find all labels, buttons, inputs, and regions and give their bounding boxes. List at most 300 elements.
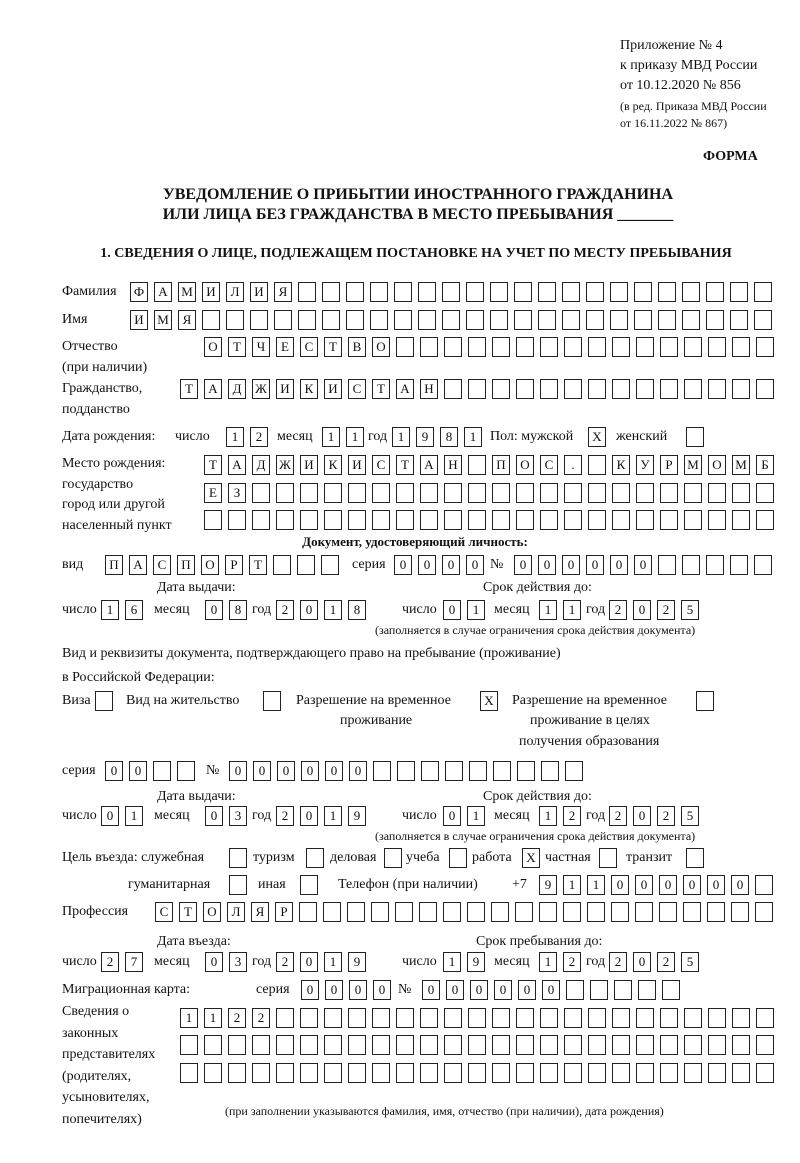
birthplace-3-cell[interactable]	[252, 510, 270, 530]
reps-2-cell[interactable]	[372, 1035, 390, 1055]
patronymic-cell[interactable]: В	[348, 337, 366, 357]
mc-number-cell[interactable]: 0	[494, 980, 512, 1000]
reps-3-cell[interactable]	[492, 1063, 510, 1083]
reps-2-cell[interactable]	[756, 1035, 774, 1055]
profession-cell[interactable]	[659, 902, 677, 922]
reps-1-cell[interactable]	[540, 1008, 558, 1028]
name-cell[interactable]	[634, 310, 652, 330]
reps-2-cell[interactable]	[300, 1035, 318, 1055]
profession-cell[interactable]	[731, 902, 749, 922]
phone-cell[interactable]: 0	[683, 875, 701, 895]
patronymic-cell[interactable]: Т	[228, 337, 246, 357]
surname-cell[interactable]	[394, 282, 412, 302]
citizenship-cell[interactable]	[564, 379, 582, 399]
birthplace-2-cell[interactable]	[300, 483, 318, 503]
birthplace-2-cell[interactable]	[276, 483, 294, 503]
patronymic-cell[interactable]	[540, 337, 558, 357]
birthplace-2-cell[interactable]	[636, 483, 654, 503]
right-number-cell[interactable]	[469, 761, 487, 781]
profession-cell[interactable]	[443, 902, 461, 922]
phone-cell[interactable]: 0	[731, 875, 749, 895]
mc-number-cell[interactable]: 0	[542, 980, 560, 1000]
profession-cell[interactable]: О	[203, 902, 221, 922]
reps-2-cell[interactable]	[420, 1035, 438, 1055]
citizenship-cell[interactable]	[540, 379, 558, 399]
birth-month-cell[interactable]: 1	[322, 427, 340, 447]
reps-1-cell[interactable]: 2	[252, 1008, 270, 1028]
reps-1-cell[interactable]	[396, 1008, 414, 1028]
birthplace-3-cell[interactable]	[324, 510, 342, 530]
mc-series-cell[interactable]: 0	[349, 980, 367, 1000]
birthplace-2-cell[interactable]	[756, 483, 774, 503]
name-cell[interactable]	[610, 310, 628, 330]
birth-year-cell[interactable]: 8	[440, 427, 458, 447]
reps-1-cell[interactable]	[564, 1008, 582, 1028]
reps-2-cell[interactable]	[588, 1035, 606, 1055]
profession-cell[interactable]: С	[155, 902, 173, 922]
profession-cell[interactable]	[611, 902, 629, 922]
purpose-business-checkbox-cell[interactable]	[384, 848, 402, 868]
surname-cell[interactable]	[442, 282, 460, 302]
birthplace-3-cell[interactable]	[732, 510, 750, 530]
reps-1-cell[interactable]	[276, 1008, 294, 1028]
id-kind-cell[interactable]: Р	[225, 555, 243, 575]
right-valid-day-cell[interactable]: 0	[443, 806, 461, 826]
id-number-cell[interactable]: 0	[610, 555, 628, 575]
name-cell[interactable]	[682, 310, 700, 330]
birthplace-3-cell[interactable]	[348, 510, 366, 530]
profession-cell[interactable]	[563, 902, 581, 922]
reps-3-cell[interactable]	[588, 1063, 606, 1083]
birthplace-1-cell[interactable]: И	[300, 455, 318, 475]
right-number-cell[interactable]	[541, 761, 559, 781]
purpose-service-checkbox-cell[interactable]	[229, 848, 247, 868]
birthplace-1-cell[interactable]: П	[492, 455, 510, 475]
birthplace-3-cell[interactable]	[588, 510, 606, 530]
name-cell[interactable]	[730, 310, 748, 330]
reps-2-cell[interactable]	[204, 1035, 222, 1055]
patronymic-cell[interactable]	[444, 337, 462, 357]
phone-cell[interactable]	[755, 875, 773, 895]
name-cell[interactable]	[490, 310, 508, 330]
right-number-cell[interactable]: 0	[229, 761, 247, 781]
surname-cell[interactable]	[634, 282, 652, 302]
name-cell[interactable]	[418, 310, 436, 330]
id-series-cell[interactable]: 0	[442, 555, 460, 575]
id_valid-month-cell[interactable]: 1	[539, 600, 557, 620]
mc-series-cell[interactable]: 0	[325, 980, 343, 1000]
birthplace-1-cell[interactable]: Б	[756, 455, 774, 475]
entry-month-cell[interactable]: 3	[229, 952, 247, 972]
purpose-private-checkbox-cell[interactable]	[599, 848, 617, 868]
id-number-cell[interactable]: 0	[562, 555, 580, 575]
stay-month-cell[interactable]: 2	[563, 952, 581, 972]
stay-year-cell[interactable]: 5	[681, 952, 699, 972]
reps-2-cell[interactable]	[348, 1035, 366, 1055]
reps-2-cell[interactable]	[684, 1035, 702, 1055]
birthplace-1-cell[interactable]: М	[732, 455, 750, 475]
citizenship-cell[interactable]: И	[324, 379, 342, 399]
birthplace-3-cell[interactable]	[444, 510, 462, 530]
patronymic-cell[interactable]	[660, 337, 678, 357]
reps-3-cell[interactable]	[564, 1063, 582, 1083]
reps-2-cell[interactable]	[228, 1035, 246, 1055]
phone-cell[interactable]: 0	[659, 875, 677, 895]
reps-1-cell[interactable]	[708, 1008, 726, 1028]
surname-cell[interactable]	[490, 282, 508, 302]
id_issue-month-cell[interactable]: 0	[205, 600, 223, 620]
id-kind-cell[interactable]: П	[177, 555, 195, 575]
patronymic-cell[interactable]: Т	[324, 337, 342, 357]
reps-3-cell[interactable]	[660, 1063, 678, 1083]
surname-cell[interactable]	[370, 282, 388, 302]
id-number-cell[interactable]	[706, 555, 724, 575]
profession-cell[interactable]	[539, 902, 557, 922]
mc-number-cell[interactable]	[662, 980, 680, 1000]
birthplace-2-cell[interactable]	[324, 483, 342, 503]
birthplace-1-cell[interactable]: О	[708, 455, 726, 475]
reps-2-cell[interactable]	[252, 1035, 270, 1055]
right-series-cell[interactable]: 0	[105, 761, 123, 781]
right-issue-day-cell[interactable]: 0	[101, 806, 119, 826]
id_issue-year-cell[interactable]: 0	[300, 600, 318, 620]
citizenship-cell[interactable]	[612, 379, 630, 399]
id_valid-year-cell[interactable]: 0	[633, 600, 651, 620]
birthplace-3-cell[interactable]	[612, 510, 630, 530]
patronymic-cell[interactable]: С	[300, 337, 318, 357]
id_issue-year-cell[interactable]: 2	[276, 600, 294, 620]
citizenship-cell[interactable]	[756, 379, 774, 399]
mc-number-cell[interactable]: 0	[422, 980, 440, 1000]
birth-day-cell[interactable]: 1	[226, 427, 244, 447]
reps-2-cell[interactable]	[612, 1035, 630, 1055]
entry-year-cell[interactable]: 9	[348, 952, 366, 972]
citizenship-cell[interactable]	[468, 379, 486, 399]
phone-cell[interactable]: 0	[707, 875, 725, 895]
citizenship-cell[interactable]	[660, 379, 678, 399]
name-cell[interactable]	[274, 310, 292, 330]
surname-cell[interactable]	[346, 282, 364, 302]
birthplace-3-cell[interactable]	[204, 510, 222, 530]
id_valid-year-cell[interactable]: 5	[681, 600, 699, 620]
birthplace-3-cell[interactable]	[636, 510, 654, 530]
name-cell[interactable]	[202, 310, 220, 330]
reps-3-cell[interactable]	[228, 1063, 246, 1083]
patronymic-cell[interactable]	[516, 337, 534, 357]
patronymic-cell[interactable]	[684, 337, 702, 357]
reps-1-cell[interactable]	[348, 1008, 366, 1028]
reps-2-cell[interactable]	[516, 1035, 534, 1055]
id_issue-month-cell[interactable]: 8	[229, 600, 247, 620]
purpose-tourism-checkbox-cell[interactable]	[306, 848, 324, 868]
birthplace-1-cell[interactable]: К	[324, 455, 342, 475]
id-kind-cell[interactable]: С	[153, 555, 171, 575]
citizenship-cell[interactable]: Н	[420, 379, 438, 399]
birthplace-3-cell[interactable]	[228, 510, 246, 530]
id_issue-year-cell[interactable]: 1	[324, 600, 342, 620]
mc-number-cell[interactable]: 0	[446, 980, 464, 1000]
patronymic-cell[interactable]	[756, 337, 774, 357]
birthplace-1-cell[interactable]: М	[684, 455, 702, 475]
patronymic-cell[interactable]	[396, 337, 414, 357]
reps-1-cell[interactable]	[684, 1008, 702, 1028]
name-cell[interactable]	[370, 310, 388, 330]
patronymic-cell[interactable]	[636, 337, 654, 357]
profession-cell[interactable]	[467, 902, 485, 922]
reps-2-cell[interactable]	[708, 1035, 726, 1055]
right-valid-year-cell[interactable]: 2	[609, 806, 627, 826]
birthplace-3-cell[interactable]	[708, 510, 726, 530]
birthplace-1-cell[interactable]: Р	[660, 455, 678, 475]
right-series-cell[interactable]: 0	[129, 761, 147, 781]
entry-day-cell[interactable]: 7	[125, 952, 143, 972]
mc-number-cell[interactable]	[566, 980, 584, 1000]
right-issue-month-cell[interactable]: 3	[229, 806, 247, 826]
right-issue-year-cell[interactable]: 9	[348, 806, 366, 826]
reps-1-cell[interactable]	[516, 1008, 534, 1028]
id-kind-cell[interactable]: П	[105, 555, 123, 575]
birthplace-1-cell[interactable]: .	[564, 455, 582, 475]
id-series-cell[interactable]: 0	[418, 555, 436, 575]
citizenship-cell[interactable]	[708, 379, 726, 399]
right-series-cell[interactable]	[153, 761, 171, 781]
mc-number-cell[interactable]	[590, 980, 608, 1000]
reps-1-cell[interactable]	[612, 1008, 630, 1028]
birthplace-2-cell[interactable]	[588, 483, 606, 503]
right-number-cell[interactable]: 0	[325, 761, 343, 781]
surname-cell[interactable]: И	[250, 282, 268, 302]
right-number-cell[interactable]	[493, 761, 511, 781]
citizenship-cell[interactable]	[492, 379, 510, 399]
birthplace-1-cell[interactable]	[588, 455, 606, 475]
edu-residence-checkbox-cell[interactable]	[696, 691, 714, 711]
name-cell[interactable]	[658, 310, 676, 330]
visa-checkbox-cell[interactable]	[95, 691, 113, 711]
birthplace-2-cell[interactable]	[516, 483, 534, 503]
mc-series-cell[interactable]: 0	[373, 980, 391, 1000]
birthplace-1-cell[interactable]: Н	[444, 455, 462, 475]
right-number-cell[interactable]	[517, 761, 535, 781]
mc-series-cell[interactable]: 0	[301, 980, 319, 1000]
reps-2-cell[interactable]	[636, 1035, 654, 1055]
name-cell[interactable]	[250, 310, 268, 330]
name-cell[interactable]: И	[130, 310, 148, 330]
patronymic-cell[interactable]	[468, 337, 486, 357]
patronymic-cell[interactable]	[732, 337, 750, 357]
purpose-humanitarian-checkbox-cell[interactable]	[229, 875, 247, 895]
reps-3-cell[interactable]	[420, 1063, 438, 1083]
birthplace-1-cell[interactable]: И	[348, 455, 366, 475]
right-valid-year-cell[interactable]: 0	[633, 806, 651, 826]
entry-year-cell[interactable]: 2	[276, 952, 294, 972]
right-issue-month-cell[interactable]: 0	[205, 806, 223, 826]
surname-cell[interactable]	[706, 282, 724, 302]
id-number-cell[interactable]	[730, 555, 748, 575]
citizenship-cell[interactable]	[684, 379, 702, 399]
id_valid-year-cell[interactable]: 2	[657, 600, 675, 620]
reps-1-cell[interactable]	[468, 1008, 486, 1028]
reps-3-cell[interactable]	[636, 1063, 654, 1083]
birthplace-2-cell[interactable]: Е	[204, 483, 222, 503]
name-cell[interactable]	[538, 310, 556, 330]
right-series-cell[interactable]	[177, 761, 195, 781]
birthplace-3-cell[interactable]	[372, 510, 390, 530]
birthplace-3-cell[interactable]	[660, 510, 678, 530]
profession-cell[interactable]	[395, 902, 413, 922]
citizenship-cell[interactable]	[588, 379, 606, 399]
birthplace-3-cell[interactable]	[516, 510, 534, 530]
reps-1-cell[interactable]: 1	[180, 1008, 198, 1028]
profession-cell[interactable]	[299, 902, 317, 922]
birthplace-1-cell[interactable]: К	[612, 455, 630, 475]
reps-3-cell[interactable]	[612, 1063, 630, 1083]
birthplace-3-cell[interactable]	[684, 510, 702, 530]
name-cell[interactable]	[586, 310, 604, 330]
birthplace-2-cell[interactable]	[420, 483, 438, 503]
reps-2-cell[interactable]	[444, 1035, 462, 1055]
profession-cell[interactable]	[635, 902, 653, 922]
right-issue-year-cell[interactable]: 1	[324, 806, 342, 826]
reps-1-cell[interactable]	[756, 1008, 774, 1028]
residence-checkbox-cell[interactable]	[263, 691, 281, 711]
birthplace-2-cell[interactable]	[708, 483, 726, 503]
reps-1-cell[interactable]	[444, 1008, 462, 1028]
reps-1-cell[interactable]	[492, 1008, 510, 1028]
reps-2-cell[interactable]	[276, 1035, 294, 1055]
citizenship-cell[interactable]: С	[348, 379, 366, 399]
birthplace-2-cell[interactable]	[372, 483, 390, 503]
birthplace-1-cell[interactable]: Т	[204, 455, 222, 475]
id-number-cell[interactable]: 0	[634, 555, 652, 575]
mc-number-cell[interactable]	[614, 980, 632, 1000]
profession-cell[interactable]	[323, 902, 341, 922]
birthplace-1-cell[interactable]: С	[372, 455, 390, 475]
citizenship-cell[interactable]: И	[276, 379, 294, 399]
birth-year-cell[interactable]: 1	[464, 427, 482, 447]
citizenship-cell[interactable]	[636, 379, 654, 399]
surname-cell[interactable]: И	[202, 282, 220, 302]
temp-residence-checkbox-cell[interactable]: X	[480, 691, 498, 711]
right-number-cell[interactable]: 0	[349, 761, 367, 781]
surname-cell[interactable]	[514, 282, 532, 302]
birthplace-3-cell[interactable]	[396, 510, 414, 530]
profession-cell[interactable]	[587, 902, 605, 922]
surname-cell[interactable]	[322, 282, 340, 302]
id_valid-month-cell[interactable]: 1	[563, 600, 581, 620]
profession-cell[interactable]	[491, 902, 509, 922]
profession-cell[interactable]	[419, 902, 437, 922]
surname-cell[interactable]	[298, 282, 316, 302]
right-number-cell[interactable]	[373, 761, 391, 781]
name-cell[interactable]	[562, 310, 580, 330]
birthplace-2-cell[interactable]	[564, 483, 582, 503]
id-number-cell[interactable]: 0	[538, 555, 556, 575]
surname-cell[interactable]	[418, 282, 436, 302]
patronymic-cell[interactable]	[588, 337, 606, 357]
citizenship-cell[interactable]: Т	[180, 379, 198, 399]
citizenship-cell[interactable]	[516, 379, 534, 399]
patronymic-cell[interactable]	[564, 337, 582, 357]
id_issue-year-cell[interactable]: 8	[348, 600, 366, 620]
id_valid-day-cell[interactable]: 1	[467, 600, 485, 620]
birthplace-2-cell[interactable]	[612, 483, 630, 503]
surname-cell[interactable]: Ф	[130, 282, 148, 302]
sex-female-checkbox-cell[interactable]	[686, 427, 704, 447]
profession-cell[interactable]: Л	[227, 902, 245, 922]
right-number-cell[interactable]: 0	[277, 761, 295, 781]
right-valid-year-cell[interactable]: 2	[657, 806, 675, 826]
reps-1-cell[interactable]: 2	[228, 1008, 246, 1028]
right-issue-year-cell[interactable]: 0	[300, 806, 318, 826]
patronymic-cell[interactable]	[492, 337, 510, 357]
name-cell[interactable]: М	[154, 310, 172, 330]
reps-2-cell[interactable]	[564, 1035, 582, 1055]
patronymic-cell[interactable]: О	[204, 337, 222, 357]
reps-3-cell[interactable]	[756, 1063, 774, 1083]
right-number-cell[interactable]	[397, 761, 415, 781]
reps-3-cell[interactable]	[300, 1063, 318, 1083]
profession-cell[interactable]	[755, 902, 773, 922]
id_valid-year-cell[interactable]: 2	[609, 600, 627, 620]
stay-day-cell[interactable]: 9	[467, 952, 485, 972]
birthplace-2-cell[interactable]	[684, 483, 702, 503]
birthplace-3-cell[interactable]	[564, 510, 582, 530]
birthplace-2-cell[interactable]: З	[228, 483, 246, 503]
birthplace-2-cell[interactable]	[468, 483, 486, 503]
patronymic-cell[interactable]	[612, 337, 630, 357]
phone-cell[interactable]: 0	[635, 875, 653, 895]
name-cell[interactable]	[298, 310, 316, 330]
citizenship-cell[interactable]: А	[396, 379, 414, 399]
birthplace-1-cell[interactable]: А	[420, 455, 438, 475]
purpose-study-checkbox-cell[interactable]	[449, 848, 467, 868]
surname-cell[interactable]: М	[178, 282, 196, 302]
name-cell[interactable]	[322, 310, 340, 330]
reps-2-cell[interactable]	[540, 1035, 558, 1055]
surname-cell[interactable]	[466, 282, 484, 302]
reps-1-cell[interactable]	[636, 1008, 654, 1028]
citizenship-cell[interactable]: Т	[372, 379, 390, 399]
profession-cell[interactable]: Я	[251, 902, 269, 922]
citizenship-cell[interactable]: А	[204, 379, 222, 399]
birthplace-3-cell[interactable]	[276, 510, 294, 530]
reps-2-cell[interactable]	[324, 1035, 342, 1055]
reps-3-cell[interactable]	[444, 1063, 462, 1083]
surname-cell[interactable]	[754, 282, 772, 302]
reps-2-cell[interactable]	[492, 1035, 510, 1055]
surname-cell[interactable]: Л	[226, 282, 244, 302]
surname-cell[interactable]: Я	[274, 282, 292, 302]
right-number-cell[interactable]	[565, 761, 583, 781]
reps-3-cell[interactable]	[684, 1063, 702, 1083]
name-cell[interactable]	[514, 310, 532, 330]
reps-3-cell[interactable]	[372, 1063, 390, 1083]
patronymic-cell[interactable]	[708, 337, 726, 357]
birthplace-2-cell[interactable]	[444, 483, 462, 503]
right-valid-year-cell[interactable]: 5	[681, 806, 699, 826]
right-valid-month-cell[interactable]: 1	[539, 806, 557, 826]
entry-year-cell[interactable]: 1	[324, 952, 342, 972]
reps-1-cell[interactable]	[588, 1008, 606, 1028]
birthplace-3-cell[interactable]	[492, 510, 510, 530]
mc-number-cell[interactable]: 0	[470, 980, 488, 1000]
reps-3-cell[interactable]	[468, 1063, 486, 1083]
right-number-cell[interactable]	[421, 761, 439, 781]
citizenship-cell[interactable]: К	[300, 379, 318, 399]
purpose-work-checkbox-cell[interactable]: X	[522, 848, 540, 868]
birthplace-1-cell[interactable]: О	[516, 455, 534, 475]
birthplace-3-cell[interactable]	[756, 510, 774, 530]
